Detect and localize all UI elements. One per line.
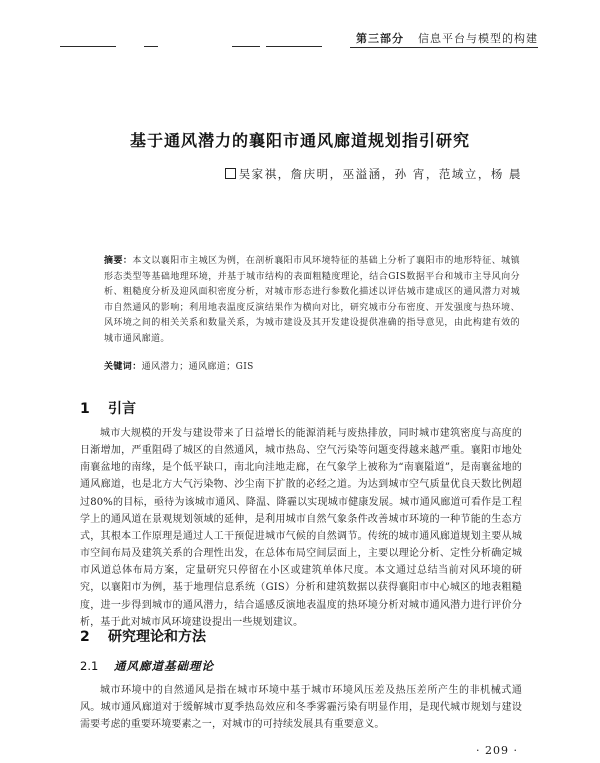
header-rule — [350, 47, 538, 48]
subsection-heading — [80, 658, 214, 674]
page-number: · 209 · — [476, 744, 518, 757]
running-header — [356, 30, 538, 46]
section-title: 研究理论和方法 — [108, 629, 206, 645]
header-rule-segment — [232, 46, 260, 47]
abstract-label: 摘要： — [104, 256, 133, 266]
subsection-title: 通风廊道基础理论 — [114, 659, 214, 673]
keywords-text: 通风潜力；通风廊道；GIS — [141, 362, 254, 372]
section-title: 引言 — [108, 401, 136, 417]
keywords-label: 关键词： — [104, 362, 142, 372]
header-rule-segment — [266, 46, 322, 47]
section-number: 2 — [80, 629, 90, 645]
author-line — [225, 166, 522, 182]
subsection-number: 2.1 — [80, 659, 99, 673]
running-header-section: 信息平台与模型的构建 — [418, 32, 538, 45]
section-heading-introduction — [80, 398, 136, 418]
header-rule-segment — [144, 46, 158, 47]
author-marker-icon — [225, 168, 236, 179]
header-rule-segment — [60, 46, 116, 47]
introduction-paragraph: 城市大规模的开发与建设带来了日益增长的能源消耗与废热排放，同时城市建筑密度与高度的日渐增加，严重阻碍了城区的自然通风，城市热岛、空气污染等问题变得越来越严重。襄阳市地处南襄盆地的南缘，是个低平缺口，南北向洼地走廊，在气象学上被称为“南襄隘道”，是南襄盆地的通风廊道，也是北方大气污染物、沙尘南下扩散的必经之道。为达到城市空气质量优良天数比例超过80%的目标，亟待为该城市通风、降温、降霾以实现城市健康发展。城市通风廊道可看作是工程学上的通风道在景观规划领域的延伸，是利用城市自然气象条件改善城市环境的一种节能的生态方式，其根本工作原理是通过人工干预促进城市气候的自然调节。传统的城市通风廊道规划主要从城市空间布局及建筑关系的合理性出发，在总体布局空间层面上，主要以理论分析、定性分析确定城市风道总体布局方案，定量研究只停留在小区或建筑单体尺度。本文通过总结当前对风环境的研究，以襄阳市为例，基于地理信息系统（GIS）分析和建筑数据以获得襄阳市中心城区的地表粗糙度，进一步得到城市的通风潜力，结合遥感反演地表温度的热环境分析对城市通风潜力进行评价分析，基于此对城市风环境建设提出一些规划建议。 — [80, 428, 522, 628]
keywords — [104, 359, 520, 372]
section-heading-methods — [80, 626, 206, 646]
abstract-text: 本文以襄阳市主城区为例，在剖析襄阳市风环境特征的基础上分析了襄阳市的地形特征、城镇形态类型等基础地理环境，并基于城市结构的表面粗糙度理论，结合GIS数据平台和城市主导风向分析、粗糙度分析及迎风面积密度分析，对城市形态进行参数化描述以评估城市建成区的通风潜力对城市自然通风的影响；利用地表温度反演结果作为横向对比，研究城市分布密度、开发强度与热环境、风环境之间的相关关系和数量关系，为城市建设及其开发建设提供准确的指导意见，由此构建有效的城市通风廊道。 — [104, 256, 521, 344]
author-names: 吴家祺，詹庆明，巫溢涵，孙 宵，范域立，杨 晨 — [238, 167, 522, 181]
running-header-part: 第三部分 — [356, 32, 404, 45]
section-number: 1 — [80, 401, 90, 417]
abstract — [104, 254, 520, 348]
paper-title: 基于通风潜力的襄阳市通风廊道规划指引研究 — [129, 131, 470, 150]
theory-paragraph: 城市环境中的自然通风是指在城市环境中基于城市环境风压差及热压差所产生的非机械式通风。城市通风廊道对于缓解城市夏季热岛效应和冬季雾霾污染有明显作用，是现代城市规划与建设需要考虑的重要环境要素之一，对城市的可持续发展具有重要意义。 — [80, 685, 522, 731]
